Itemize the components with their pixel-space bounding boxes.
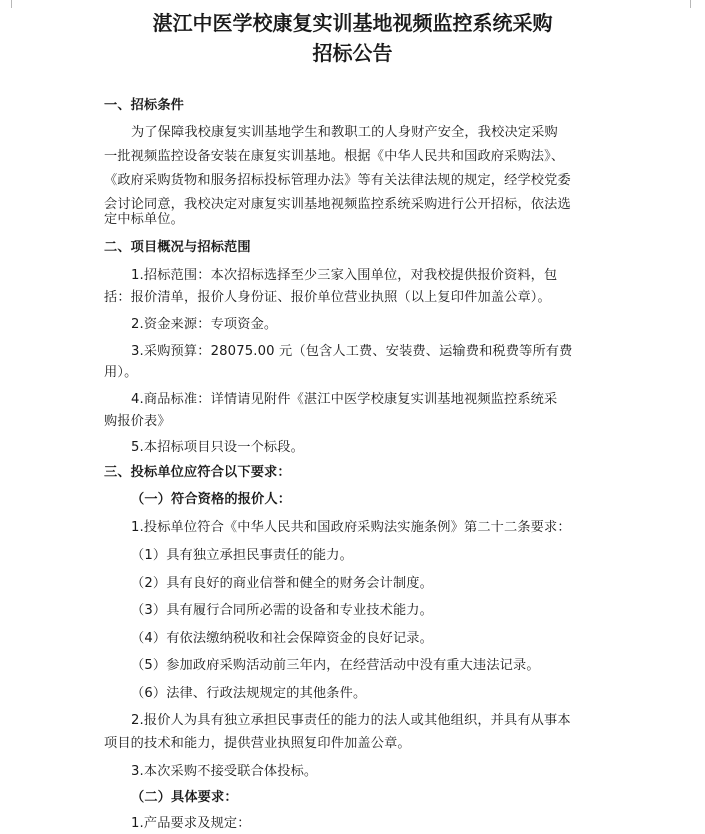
list-item: （2）具有良好的商业信誉和健全的财务会计制度。 xyxy=(131,576,433,591)
paragraph-line: 2.报价人为具有独立承担民事责任的能力的法人或其他组织，并具有从事本 xyxy=(131,713,571,728)
paragraph-line: 3.本次采购不接受联合体投标。 xyxy=(131,764,318,779)
section-heading-3: 三、投标单位应符合以下要求： xyxy=(104,465,291,480)
section-heading-1: 一、招标条件 xyxy=(104,98,185,113)
paragraph-line: 用）。 xyxy=(104,365,138,380)
list-item: （3）具有履行合同所必需的设备和专业技术能力。 xyxy=(131,603,433,618)
paragraph-line: 为了保障我校康复实训基地学生和教职工的人身财产安全，我校决定采购 xyxy=(131,125,558,140)
list-item: （6）法律、行政法规规定的其他条件。 xyxy=(131,686,367,701)
paragraph-line: 会讨论同意，我校决定对康复实训基地视频监控系统采购进行公开招标，依法选 xyxy=(104,197,571,212)
subsection-heading-1: （一）符合资格的报价人： xyxy=(131,492,292,507)
paragraph-line: 括：报价清单，报价人身份证、报价单位营业执照（以上复印件加盖公章）。 xyxy=(104,290,551,305)
paragraph-line: 1.产品要求及规定： xyxy=(131,816,251,831)
paragraph-line: 5.本招标项目只设一个标段。 xyxy=(131,440,304,455)
paragraph-line: 1.招标范围：本次招标选择至少三家入围单位，对我校提供报价资料，包 xyxy=(131,268,558,283)
subsection-heading-2: （二）具体要求： xyxy=(131,790,238,805)
document-title-line-1: 湛江中医学校康复实训基地视频监控系统采购 xyxy=(152,11,553,35)
document-title-line-2: 招标公告 xyxy=(312,41,393,65)
paragraph-line: 3.采购预算：28075.00 元（包含人工费、安装费、运输费和税费等所有费 xyxy=(131,344,573,359)
paragraph-line: 1.投标单位符合《中华人民共和国政府采购法实施条例》第二十二条要求： xyxy=(131,520,571,535)
section-heading-2: 二、项目概况与招标范围 xyxy=(104,240,251,255)
list-item: （5）参加政府采购活动前三年内，在经营活动中没有重大违法记录。 xyxy=(131,658,540,673)
paragraph-line: 一批视频监控设备安装在康复实训基地。根据《中华人民共和国政府采购法》、 xyxy=(104,149,565,164)
paragraph-line: 购报价表》 xyxy=(104,414,171,429)
paragraph-line: 4.商品标准：详情请见附件《湛江中医学校康复实训基地视频监控系统采 xyxy=(131,392,558,407)
list-item: （4）有依法缴纳税收和社会保障资金的良好记录。 xyxy=(131,631,433,646)
paragraph-line: 《政府采购货物和服务招标投标管理办法》等有关法律法规的规定，经学校党委 xyxy=(104,173,571,188)
paragraph-line: 2.资金来源：专项资金。 xyxy=(131,317,278,332)
paragraph-line: 定中标单位。 xyxy=(104,212,185,227)
paragraph-line: 项目的技术和能力，提供营业执照复印件加盖公章。 xyxy=(104,736,411,751)
list-item: （1）具有独立承担民事责任的能力。 xyxy=(131,548,353,563)
